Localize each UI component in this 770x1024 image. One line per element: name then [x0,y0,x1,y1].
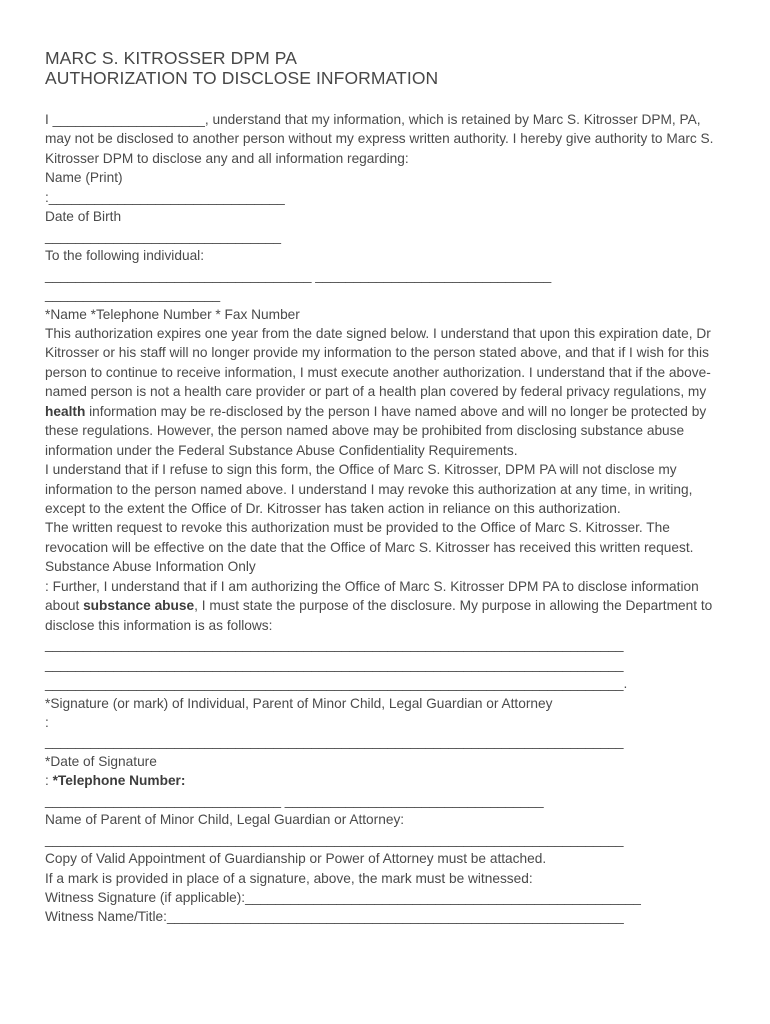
text-line: these regulations. However, the person named above may be prohibited from disclosing substance abuse [45,423,685,439]
text-line: Copy of Valid Appointment of Guardianship or Power of Attorney must be attached. [45,851,547,867]
bold-text: substance abuse [83,598,195,614]
text-line: :_______________________________ [45,189,285,205]
text-line: _______________________________ __________________________________ [45,792,544,808]
text-line: : [45,714,49,730]
text-line: *Name *Telephone Number * Fax Number [45,306,300,322]
text-line: *Signature (or mark) of Individual, Parent of Minor Child, Legal Guardian or Attorney [45,695,553,711]
text-line: ____________________________________________________________________________ [45,637,624,653]
text-line: Kitrosser or his staff will no longer provide my information to the person stated above, and that if I wish for this [45,345,709,361]
text-line: Kitrosser DPM to disclose any and all information regarding: [45,150,409,166]
text-line: ____________________________________________________________________________ [45,734,624,750]
text-line: Witness Name/Title:____________________________________________________________ [45,909,624,925]
text-line: revocation will be effective on the date that the Office of Marc S. Kitrosser has received this written request. [45,539,694,555]
text-line: : *Telephone Number: [45,773,186,789]
text-line: about substance abuse, I must state the purpose of the disclosure. My purpose in allowing the Department to [45,598,713,614]
text-line: information to the person named above. I understand I may revoke this authorization at any time, in writing, [45,481,693,497]
text-line: Date of Birth [45,209,122,225]
text-line: Name of Parent of Minor Child, Legal Guardian or Attorney: [45,812,405,828]
text-line: ___________________________________ _______________________________ [45,267,552,283]
text-line: except to the extent the Office of Dr. Kitrosser has taken action in reliance on this authorization. [45,501,621,516]
text-line: named person is not a health care provider or part of a health plan covered by federal privacy regulations, my [45,384,707,400]
text-line: ____________________________________________________________________________. [45,676,628,692]
text-line: health information may be re-disclosed by the person I have named above and will no longer be protected by [45,403,707,419]
text-line: ____________________________________________________________________________ [45,656,624,672]
text-line: Substance Abuse Information Only [45,559,256,575]
text-line: : Further, I understand that if I am authorizing the Office of Marc S. Kitrosser DPM PA to disclose information [45,578,699,594]
text-line: I understand that if I refuse to sign this form, the Office of Marc S. Kitrosser, DPM PA will not disclose my [45,462,677,478]
text-line: _______________________________ [45,228,281,244]
bold-text: health [45,403,86,419]
text-line: The written request to revoke this authorization must be provided to the Office of Marc S. Kitrosser. The [45,520,670,536]
text-line: To the following individual: [45,248,205,264]
text-line: *Date of Signature [45,753,157,769]
text-line: information under the Federal Substance Abuse Confidentiality Requirements. [45,442,518,458]
text-line: Name (Print) [45,170,123,186]
text-line: If a mark is provided in place of a signature, above, the mark must be witnessed: [45,870,533,886]
text-line: person to continue to receive information, I must execute another authorization. I understand that if the above- [45,364,711,380]
bold-text: *Telephone Number: [52,773,186,789]
text-line: I ____________________, understand that my information, which is retained by Marc S. Kitrosser DPM, PA, [45,112,701,127]
document-title-line-2: AUTHORIZATION TO DISCLOSE INFORMATION [45,68,439,88]
text-line: _______________________ [45,287,221,303]
document-title-line-1: MARC S. KITROSSER DPM PA [45,48,297,68]
text-line: Witness Signature (if applicable):____________________________________________________ [45,890,641,905]
text-line: disclose this information is as follows: [45,617,273,633]
text-line: may not be disclosed to another person without my express written authority. I hereby give authority to Marc S. [45,131,714,147]
text-line: This authorization expires one year from the date signed below. I understand that upon this expiration date, Dr [45,325,711,341]
text-line: ____________________________________________________________________________ [45,831,624,847]
